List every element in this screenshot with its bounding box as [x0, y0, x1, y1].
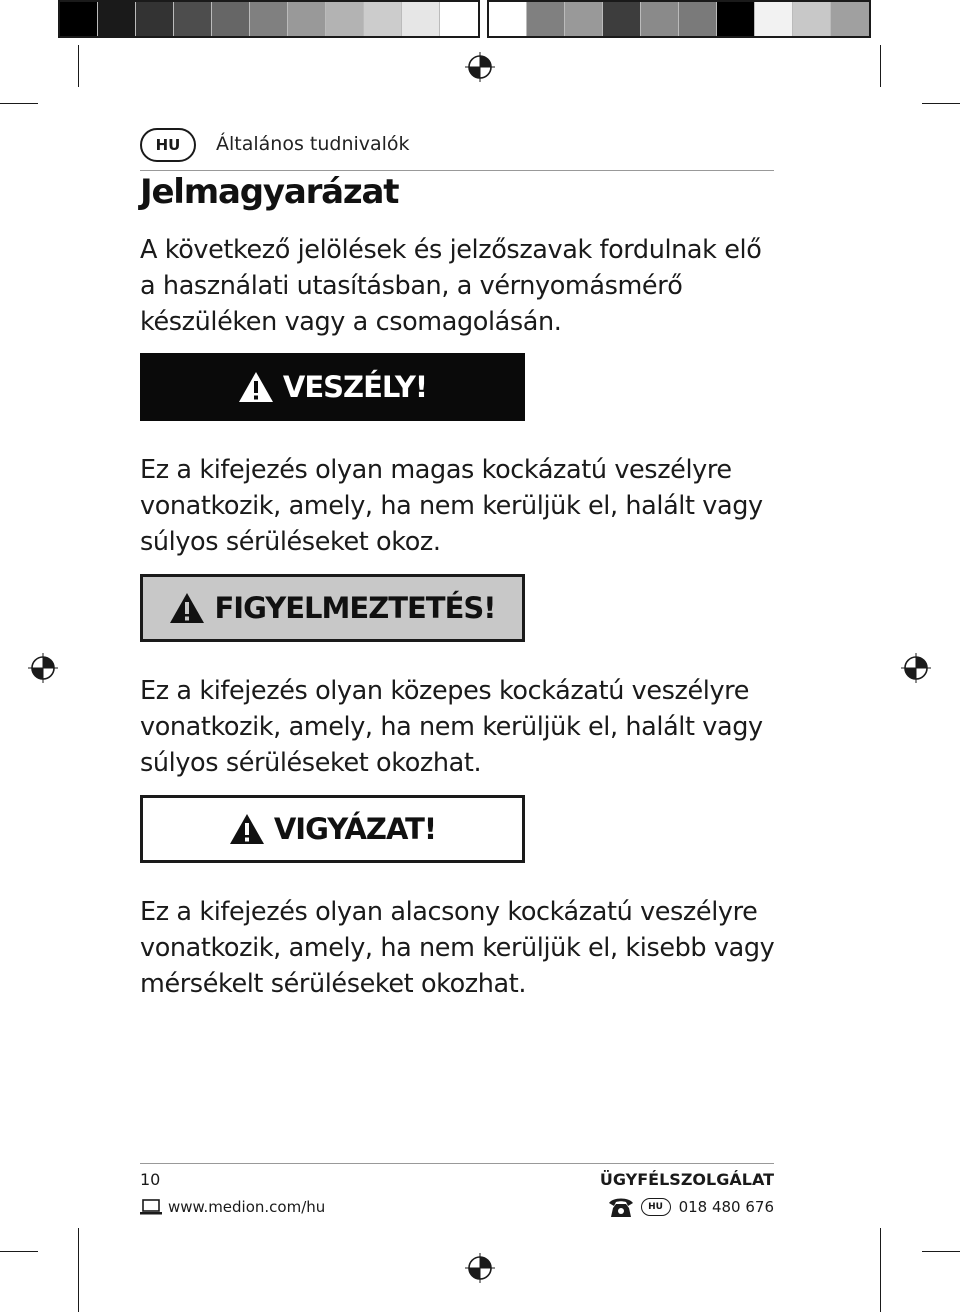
- phone-row: [607, 1196, 774, 1218]
- phone-number[interactable]: 018 480 676: [678, 1198, 774, 1216]
- signal-description-caution: Ez a kifejezés olyan alacsony kockázatú veszélyre vonatkozik, amely, ha nem kerüljük el, kisebb vagy mérsékelt sérüléseket okozhat.: [140, 897, 775, 999]
- calibration-swatch: [364, 2, 402, 36]
- phone-country-badge: HU: [641, 1198, 671, 1216]
- calibration-swatch: [174, 2, 212, 36]
- calibration-swatch: [326, 2, 364, 36]
- calibration-swatch: [527, 2, 565, 36]
- registration-mark-icon: [465, 52, 495, 82]
- calibration-bar-right: [487, 0, 871, 38]
- website-row: [140, 1198, 325, 1216]
- header-divider: [140, 170, 774, 171]
- signal-box-caution: [140, 795, 525, 863]
- website-link[interactable]: www.medion.com/hu: [168, 1198, 326, 1216]
- calibration-swatch: [603, 2, 641, 36]
- page-title: Jelmagyarázat: [140, 172, 399, 212]
- calibration-swatch: [250, 2, 288, 36]
- crop-mark: [78, 1228, 79, 1312]
- calibration-swatch: [641, 2, 679, 36]
- calibration-swatch: [793, 2, 831, 36]
- page-number: 10: [140, 1170, 161, 1189]
- intro-text: A következő jelölések és jelzőszavak fordulnak elő a használati utasításban, a vérnyomásmérő készüléken vagy a csomagolásán.: [140, 235, 762, 337]
- calibration-bar-left: [58, 0, 480, 38]
- registration-mark-icon: [28, 653, 58, 683]
- laptop-icon: [140, 1199, 162, 1215]
- telephone-icon: [607, 1196, 635, 1218]
- calibration-swatch: [717, 2, 755, 36]
- signal-description-warning: Ez a kifejezés olyan közepes kockázatú veszélyre vonatkozik, amely, ha nem kerüljük el, halált vagy súlyos sérüléseket okozhat.: [140, 676, 763, 778]
- warning-triangle-icon: [229, 813, 265, 845]
- signal-box-warning: [140, 574, 525, 642]
- crop-mark: [0, 1251, 38, 1252]
- signal-label-danger: VESZÉLY!: [282, 370, 428, 404]
- calibration-swatch: [440, 2, 478, 36]
- calibration-swatch: [98, 2, 136, 36]
- signal-description-danger: Ez a kifejezés olyan magas kockázatú veszélyre vonatkozik, amely, ha nem kerüljük el, halált vagy súlyos sérüléseket okoz.: [140, 455, 763, 557]
- calibration-swatch: [489, 2, 527, 36]
- registration-mark-icon: [465, 1253, 495, 1283]
- calibration-swatch: [565, 2, 603, 36]
- crop-mark: [922, 103, 960, 104]
- calibration-swatch: [831, 2, 869, 36]
- calibration-swatch: [60, 2, 98, 36]
- crop-mark: [78, 45, 79, 87]
- crop-mark: [922, 1251, 960, 1252]
- warning-triangle-icon: [169, 592, 205, 624]
- calibration-swatch: [402, 2, 440, 36]
- crop-mark: [880, 45, 881, 87]
- calibration-swatch: [212, 2, 250, 36]
- calibration-swatch: [679, 2, 717, 36]
- signal-box-danger: [140, 353, 525, 421]
- calibration-swatch: [755, 2, 793, 36]
- signal-label-caution: VIGYÁZAT!: [273, 812, 437, 846]
- registration-mark-icon: [901, 653, 931, 683]
- crop-mark: [0, 103, 38, 104]
- calibration-swatch: [288, 2, 326, 36]
- language-badge: HU: [140, 128, 196, 162]
- footer-divider: [140, 1163, 774, 1164]
- service-label: ÜGYFÉLSZOLGÁLAT: [599, 1170, 774, 1189]
- signal-label-warning: FIGYELMEZTETÉS!: [214, 591, 496, 625]
- crop-mark: [880, 1228, 881, 1312]
- calibration-swatch: [136, 2, 174, 36]
- section-label: Általános tudnivalók: [216, 133, 410, 155]
- warning-triangle-icon: [238, 371, 274, 403]
